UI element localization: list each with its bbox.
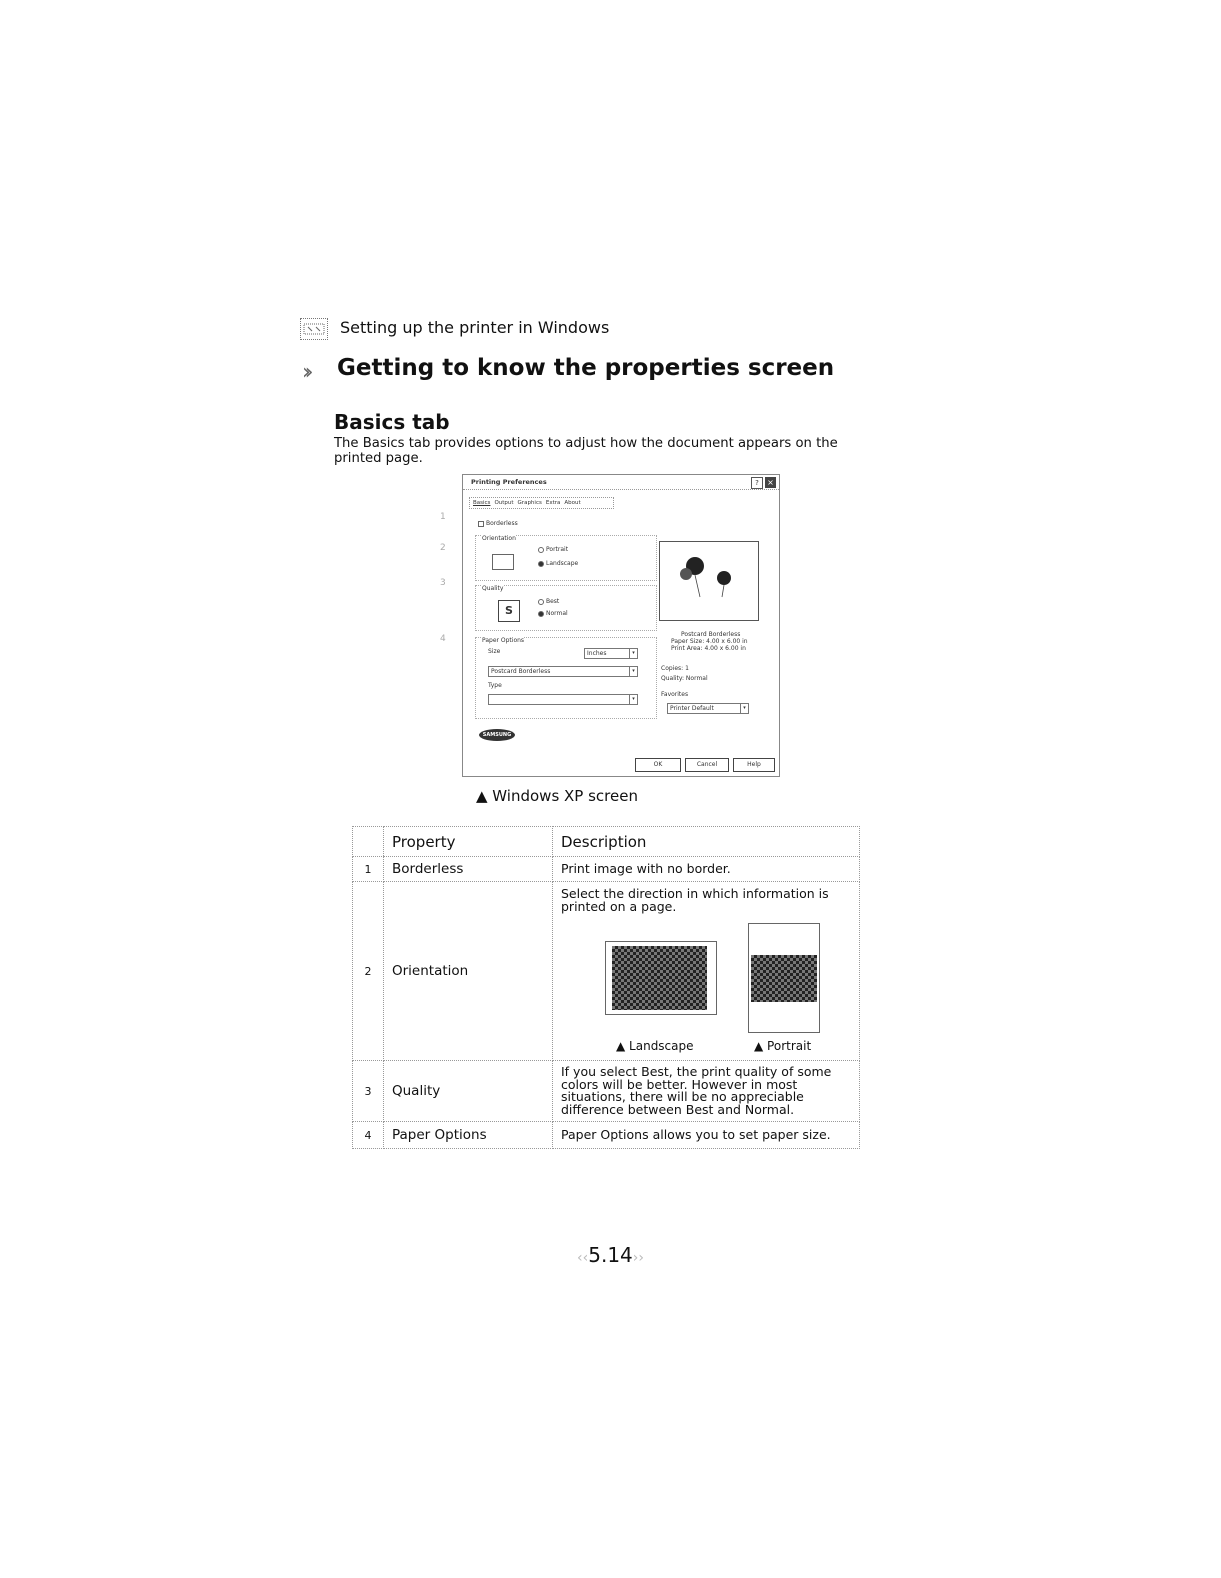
tab-graphics[interactable]: Graphics <box>517 500 542 506</box>
landscape-radio[interactable]: Landscape <box>538 560 578 567</box>
page-number: ‹‹5.14›› <box>577 1243 644 1267</box>
size-unit-select[interactable]: Inches ▾ <box>584 648 638 659</box>
preview-image <box>660 542 758 620</box>
dialog-titlebar <box>463 475 779 490</box>
section-header: Setting up the printer in Windows <box>340 318 610 337</box>
screenshot-caption: ▲ Windows XP screen <box>476 787 638 805</box>
printing-preferences-dialog: Printing Preferences ? × Basics Output Graphics Extra About Borderless Orientation Portrait Landscape Quality S Best Normal Paper Options Size Inches ▾ Postcard Borderless ▾ Type ▾ SAMSUNG Postcard Borderless Paper Size: 4.00 x 6.00 in Print Area: 4.00 x 6.00 in Copies: 1 Quality: Normal Favorites Printer Default ▾ OK Cancel Help <box>462 474 780 777</box>
right-chevron-icon: ›› <box>632 1250 644 1266</box>
intro-paragraph: The Basics tab provides options to adjust how the document appears on the printed page. <box>334 436 838 466</box>
close-icon[interactable]: × <box>765 477 776 488</box>
borderless-checkbox[interactable]: Borderless <box>478 520 518 527</box>
normal-radio[interactable]: Normal <box>538 610 568 617</box>
tab-output[interactable]: Output <box>494 500 514 506</box>
help-button[interactable]: Help <box>733 758 775 772</box>
table-row: 3 Quality If you select Best, the print quality of some colors will be better. However in most situations, there will be no appreciable difference between Best and Normal. <box>353 1061 860 1122</box>
portrait-sample-image <box>748 923 820 1033</box>
callout-marker: 2 <box>440 543 446 553</box>
orientation-group: Orientation Portrait Landscape <box>475 535 657 581</box>
table-row: 4 Paper Options Paper Options allows you to set paper size. <box>353 1122 860 1149</box>
property-table <box>352 826 860 1149</box>
orientation-page-icon <box>492 554 514 570</box>
column-header-description: Description <box>553 827 860 857</box>
tab-extra[interactable]: Extra <box>545 500 561 506</box>
ok-button[interactable]: OK <box>635 758 681 772</box>
table-header-row <box>353 827 860 857</box>
callout-marker: 4 <box>440 634 446 644</box>
help-icon[interactable]: ? <box>751 477 763 489</box>
tab-basics[interactable]: Basics <box>473 500 491 506</box>
portrait-caption: ▲ Portrait <box>754 1039 812 1053</box>
paper-type-select[interactable]: ▾ <box>488 694 638 705</box>
orientation-description: Select the direction in which information is printed on a page. <box>561 886 829 914</box>
quality-group: Quality S Best Normal <box>475 585 657 631</box>
paper-options-group: Paper Options Size Inches ▾ Postcard Borderless ▾ Type ▾ <box>475 637 657 719</box>
favorites-select[interactable]: Printer Default ▾ <box>667 703 749 714</box>
callout-marker: 1 <box>440 512 446 522</box>
tab-about[interactable]: About <box>564 500 581 506</box>
page-title: Getting to know the properties screen <box>337 355 835 381</box>
table-row: 1 Borderless Print image with no border. <box>353 857 860 882</box>
best-radio[interactable]: Best <box>538 598 559 605</box>
left-chevron-icon: ‹‹ <box>577 1250 589 1266</box>
cancel-button[interactable]: Cancel <box>685 758 729 772</box>
portrait-radio[interactable]: Portrait <box>538 546 568 553</box>
dialog-tabs <box>469 497 614 509</box>
landscape-sample-image <box>605 941 717 1015</box>
subsection-title: Basics tab <box>334 410 450 434</box>
table-row: 2 Orientation Select the direction in which information is printed on a page. ▲ Landscape ▲ Portrait <box>353 882 860 1061</box>
callout-marker: 3 <box>440 578 446 588</box>
quality-icon: S <box>498 600 520 622</box>
landscape-caption: ▲ Landscape <box>616 1039 694 1053</box>
section-icon <box>300 318 328 340</box>
double-chevron-icon: ›› <box>302 360 308 385</box>
column-header-property: Property <box>384 827 553 857</box>
print-preview <box>659 541 759 621</box>
dialog-title: Printing Preferences <box>471 478 547 486</box>
paper-size-select[interactable]: Postcard Borderless ▾ <box>488 666 638 677</box>
samsung-logo: SAMSUNG <box>479 729 515 741</box>
